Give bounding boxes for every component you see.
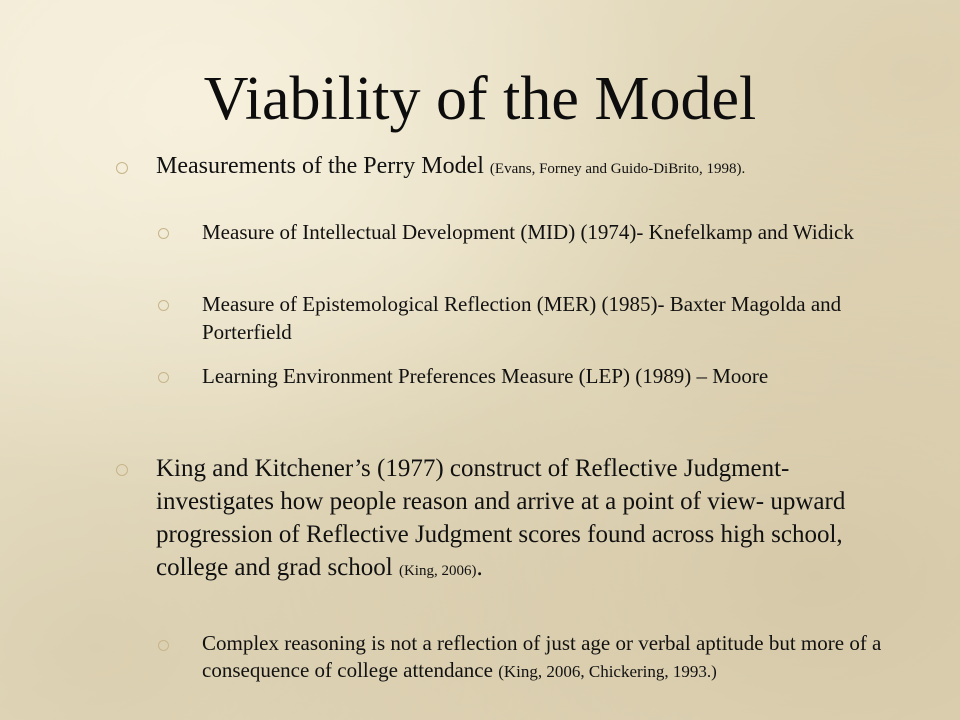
- slide-title: Viability of the Model: [203, 65, 757, 133]
- bullet-ring-icon: [116, 464, 128, 476]
- sub-bullet-ring-icon: [158, 640, 169, 651]
- bullet-text: Measurements of the Perry Model: [156, 153, 484, 179]
- sub-bullet-text: Learning Environment Preferences Measure (LEP) (1989) – Moore: [202, 364, 769, 388]
- sub-bullet-text: Measure of Intellectual Development (MID) (1974)- Knefelkamp and Widick: [202, 220, 854, 244]
- bullet-trailing-period: .: [476, 554, 483, 581]
- sub-bullet-text: Measure of Epistemological Reflection (MER) (1985)- Baxter Magolda and Porterfield: [202, 292, 842, 344]
- sub-bullet-ring-icon: [158, 372, 169, 383]
- sub-bullet-ring-icon: [158, 300, 169, 311]
- bullet-citation: (Evans, Forney and Guido-DiBrito, 1998).: [489, 161, 746, 177]
- sub-bullet-ring-icon: [158, 228, 169, 239]
- sub-bullet-text: Complex reasoning is not a reflection of just age or verbal aptitude but more of a consequence of college attendance: [202, 631, 882, 682]
- bullet-text: King and Kitchener’s (1977) construct of Reflective Judgment- investigates how people reason and arrive at a point of view- upward progression of Reflective Judgment scores found across high school, college and grad school: [156, 455, 846, 581]
- bullet-ring-icon: [116, 162, 128, 174]
- sub-bullet-citation: (King, 2006, Chickering, 1993.): [498, 662, 717, 681]
- bullet-citation: (King, 2006): [398, 563, 477, 579]
